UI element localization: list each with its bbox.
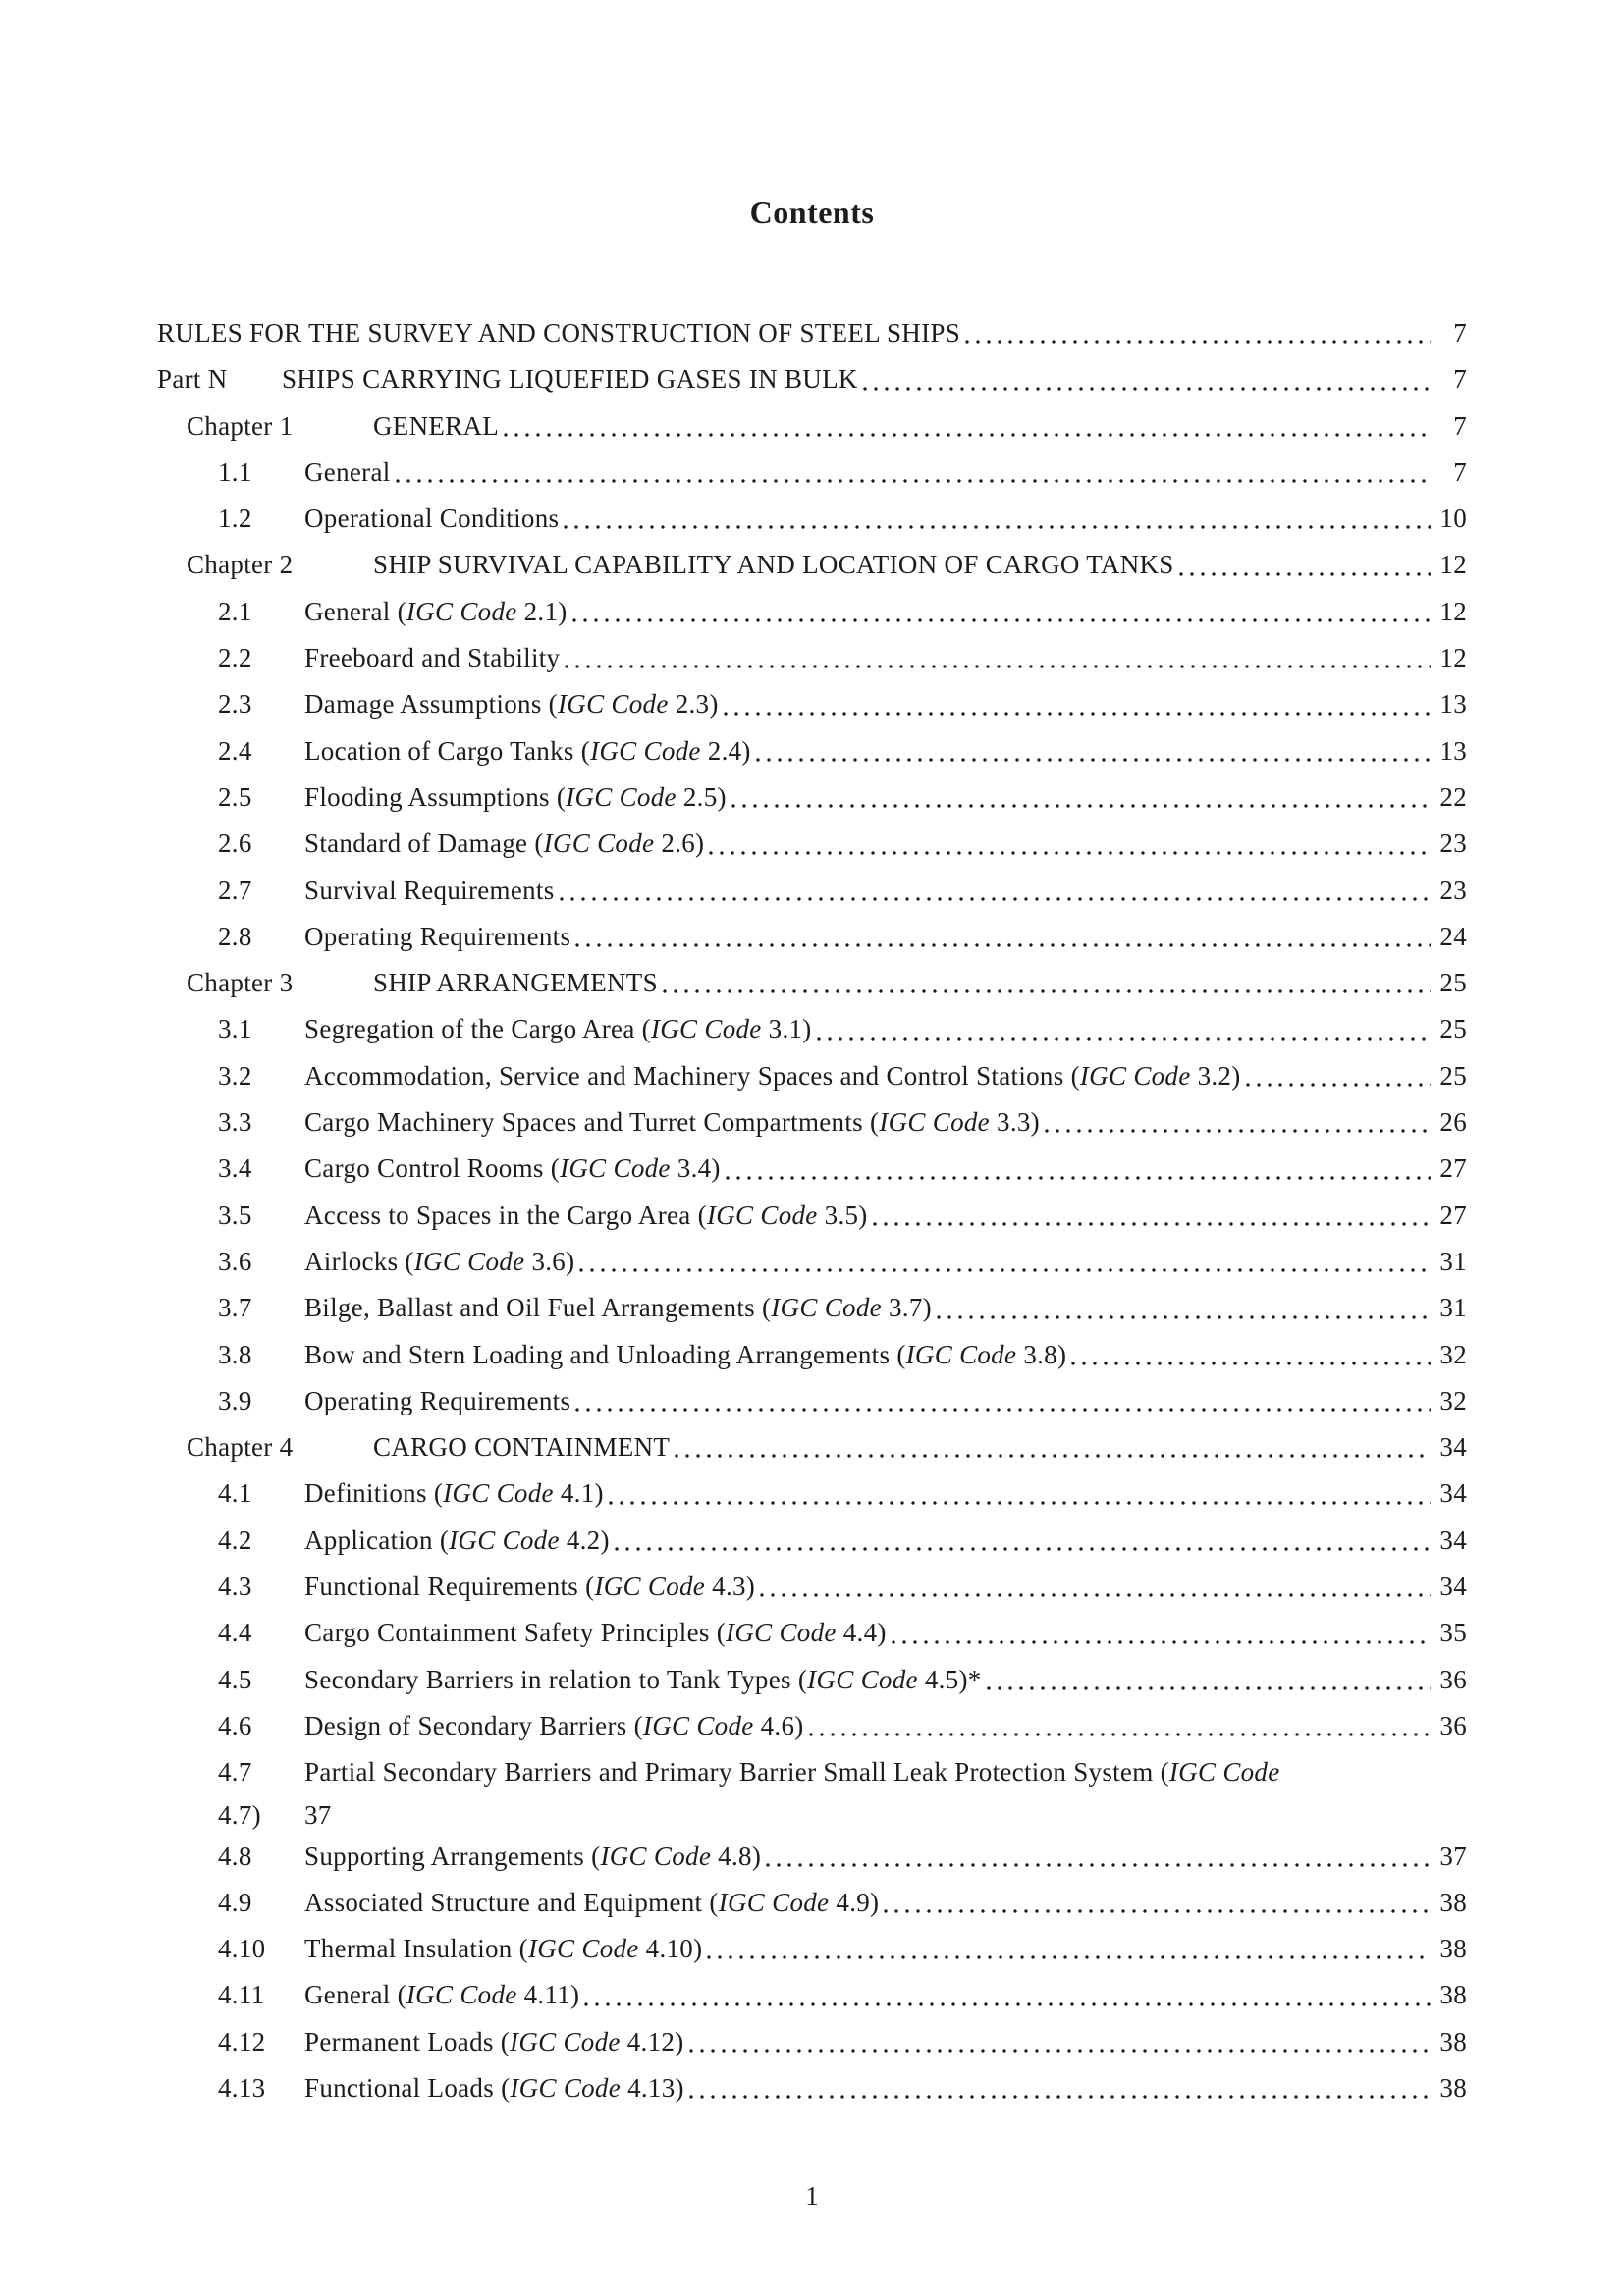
toc-entry-page: 12	[1439, 550, 1467, 580]
dot-leader	[565, 665, 1431, 668]
toc-entry-page: 25	[1439, 1060, 1467, 1091]
dot-leader	[615, 1547, 1431, 1551]
toc-entry	[157, 1834, 1467, 1880]
toc-entry-title: Cargo Control Rooms (IGC Code 3.4)	[304, 1153, 721, 1184]
toc-entry-page: 25	[1439, 1014, 1467, 1044]
dot-leader	[689, 2095, 1431, 2099]
toc-entry	[157, 1610, 1467, 1656]
toc-entry	[157, 1518, 1467, 1564]
toc-entry-page: 12	[1439, 596, 1467, 626]
dot-leader	[675, 1454, 1431, 1458]
toc-entry-title: Cargo Machinery Spaces and Turret Compartments (IGC Code 3.3)	[304, 1107, 1040, 1138]
dot-leader	[884, 1909, 1431, 1913]
dot-leader	[579, 1268, 1431, 1272]
toc-entry-page: 13	[1439, 689, 1467, 720]
toc-entry	[157, 1564, 1467, 1610]
table-of-contents	[157, 310, 1467, 2111]
toc-entry-title: Standard of Damage (IGC Code 2.6)	[304, 828, 705, 859]
toc-entry	[157, 1749, 1467, 1795]
toc-entry-number: 3.6	[218, 1246, 252, 1276]
toc-entry-number: 2.5	[218, 781, 252, 812]
dot-leader	[724, 712, 1431, 716]
toc-entry	[157, 1193, 1467, 1239]
toc-entry-number: 4.7	[218, 1757, 252, 1788]
dot-leader	[689, 2049, 1432, 2053]
toc-entry-number: 2.6	[218, 828, 252, 859]
toc-entry-page: 12	[1439, 643, 1467, 673]
toc-entry-page: 34	[1439, 1478, 1467, 1509]
toc-entry	[157, 2065, 1467, 2111]
toc-entry	[157, 1146, 1467, 1192]
toc-entry-title: Supporting Arrangements (IGC Code 4.8)	[304, 1841, 762, 1871]
toc-entry-number: 4.2	[218, 1524, 252, 1555]
toc-entry-number: 4.10	[218, 1934, 266, 1964]
toc-entry-title: Application (IGC Code 4.2)	[304, 1524, 610, 1555]
toc-entry-page: 23	[1439, 828, 1467, 859]
toc-entry-page: 38	[1439, 1980, 1467, 2010]
dot-leader	[1045, 1129, 1431, 1133]
toc-entry-title: Operational Conditions	[304, 504, 560, 534]
toc-entry-page: 38	[1439, 1934, 1467, 1964]
dot-leader	[731, 804, 1431, 808]
dot-leader	[709, 851, 1431, 855]
toc-entry-page: 27	[1439, 1200, 1467, 1230]
dot-leader	[873, 1222, 1431, 1226]
dot-leader	[766, 1863, 1431, 1867]
toc-entry-title: Operating Requirements	[304, 1385, 571, 1415]
dot-leader	[663, 989, 1431, 993]
toc-entry	[157, 1796, 1467, 1834]
dot-leader	[575, 1408, 1431, 1412]
toc-entry-title: Damage Assumptions (IGC Code 2.3)	[304, 689, 719, 720]
toc-entry-page: 37	[1439, 1841, 1467, 1871]
toc-entry-number: 3.1	[218, 1014, 252, 1044]
dot-leader	[572, 618, 1431, 622]
toc-entry-title: Bow and Stern Loading and Unloading Arrangements (IGC Code 3.8)	[304, 1339, 1067, 1369]
dot-leader	[1179, 572, 1431, 576]
toc-entry-number: 2.2	[218, 643, 252, 673]
toc-entry-title: Location of Cargo Tanks (IGC Code 2.4)	[304, 735, 751, 766]
dot-leader	[504, 433, 1431, 437]
toc-entry-title: Associated Structure and Equipment (IGC Code 4.9)	[304, 1887, 880, 1917]
toc-entry-title: Functional Loads (IGC Code 4.13)	[304, 2072, 684, 2103]
toc-entry-title: Bilge, Ballast and Oil Fuel Arrangements (IGC Code 3.7)	[304, 1293, 932, 1323]
dot-leader	[560, 897, 1431, 901]
toc-entry-title: Functional Requirements (IGC Code 4.3)	[304, 1572, 756, 1602]
toc-entry-title: Partial Secondary Barriers and Primary Barrier Small Leak Protection System (IGC Code	[304, 1757, 1280, 1788]
page-title: Contents	[749, 194, 875, 230]
toc-entry-title: Cargo Containment Safety Principles (IGC Code 4.4)	[304, 1618, 887, 1648]
toc-entry-number: 4.4	[218, 1618, 252, 1648]
toc-entry-page: 13	[1439, 735, 1467, 766]
toc-entry	[157, 450, 1467, 496]
toc-entry-page: 10	[1439, 504, 1467, 534]
toc-entry-title: General	[304, 456, 391, 487]
toc-entry	[157, 1657, 1467, 1703]
toc-entry-title: Freeboard and Stability	[304, 643, 561, 673]
footer-page-number: 1	[805, 2181, 819, 2211]
toc-entry-page: 35	[1439, 1618, 1467, 1648]
toc-entry-number: 3.9	[218, 1385, 252, 1415]
toc-entry-number: 3.4	[218, 1153, 252, 1184]
toc-entry	[157, 1470, 1467, 1517]
toc-entry	[157, 1424, 1467, 1470]
toc-entry	[157, 821, 1467, 867]
toc-entry-number: Chapter 4	[187, 1432, 294, 1463]
toc-entry-title: CARGO CONTAINMENT	[373, 1432, 671, 1463]
toc-entry-title: GENERAL	[373, 410, 500, 441]
toc-entry	[157, 868, 1467, 914]
toc-entry-number: Chapter 2	[187, 550, 294, 580]
toc-entry-title: Segregation of the Cargo Area (IGC Code 3.1)	[304, 1014, 812, 1044]
toc-entry-number: Chapter 1	[187, 410, 294, 441]
toc-entry	[157, 681, 1467, 727]
toc-entry-number: 2.1	[218, 596, 252, 626]
dot-leader	[965, 340, 1431, 344]
toc-entry-title: RULES FOR THE SURVEY AND CONSTRUCTION OF STEEL SHIPS	[157, 318, 961, 347]
toc-entry-title: Survival Requirements	[304, 875, 555, 905]
toc-entry-title: Airlocks (IGC Code 3.6)	[304, 1246, 575, 1276]
toc-entry-number: 4.5	[218, 1664, 252, 1694]
toc-entry-page: 31	[1439, 1246, 1467, 1276]
toc-entry-page: 34	[1439, 1572, 1467, 1602]
toc-entry-number: 3.8	[218, 1339, 252, 1369]
dot-leader	[584, 2002, 1431, 2006]
toc-entry-number: 4.13	[218, 2072, 266, 2103]
toc-entry-title: Permanent Loads (IGC Code 4.12)	[304, 2026, 684, 2056]
toc-entry	[157, 2019, 1467, 2065]
toc-entry-number: 3.7	[218, 1293, 252, 1323]
toc-entry-page: 24	[1439, 921, 1467, 951]
toc-entry-number: 2.4	[218, 735, 252, 766]
toc-entry-title: Definitions (IGC Code 4.1)	[304, 1478, 604, 1509]
toc-entry-number: 3.2	[218, 1060, 252, 1091]
dot-leader	[1071, 1362, 1431, 1365]
toc-entry-page: 36	[1439, 1664, 1467, 1694]
dot-leader	[937, 1315, 1431, 1319]
toc-entry	[157, 310, 1467, 356]
toc-entry-number: 4.11	[218, 1980, 265, 2010]
toc-entry	[157, 1926, 1467, 1972]
toc-entry-number: 2.7	[218, 875, 252, 905]
toc-entry-number: 3.5	[218, 1200, 252, 1230]
toc-entry	[157, 1332, 1467, 1378]
toc-entry-number: 4.6	[218, 1710, 252, 1740]
toc-entry-page: 7	[1453, 318, 1467, 347]
toc-entry-page: 36	[1439, 1710, 1467, 1740]
toc-entry-title: Operating Requirements	[304, 921, 571, 951]
toc-entry	[157, 1880, 1467, 1926]
dot-leader	[987, 1686, 1431, 1690]
toc-entry-number: Chapter 3	[187, 968, 294, 998]
toc-entry-page: 32	[1439, 1385, 1467, 1415]
toc-entry	[157, 1053, 1467, 1099]
toc-entry	[157, 1972, 1467, 2018]
toc-entry	[157, 635, 1467, 681]
toc-entry-page: 7	[1453, 410, 1467, 441]
toc-entry-title: SHIP ARRANGEMENTS	[373, 968, 658, 998]
dot-leader	[809, 1733, 1431, 1736]
toc-entry	[157, 1006, 1467, 1052]
dot-leader	[564, 525, 1431, 529]
toc-entry	[157, 960, 1467, 1006]
dot-leader	[756, 758, 1431, 762]
dot-leader	[1246, 1083, 1431, 1087]
dot-leader	[863, 387, 1431, 391]
toc-entry	[157, 1378, 1467, 1424]
dot-leader	[817, 1037, 1431, 1041]
toc-entry-page: 7	[1453, 364, 1467, 395]
toc-entry-page: 34	[1439, 1432, 1467, 1463]
toc-entry-page: 27	[1439, 1153, 1467, 1184]
toc-entry-number: 1.1	[218, 456, 252, 487]
dot-leader	[892, 1640, 1431, 1644]
toc-entry-page: 34	[1439, 1524, 1467, 1555]
toc-entry	[157, 403, 1467, 450]
toc-entry-page: 7	[1453, 456, 1467, 487]
dot-leader	[575, 943, 1431, 947]
toc-entry-number: 1.2	[218, 504, 252, 534]
dot-leader	[396, 479, 1431, 483]
toc-entry	[157, 1099, 1467, 1146]
toc-entry-title: General (IGC Code 2.1)	[304, 596, 568, 626]
toc-entry-page: 38	[1439, 2072, 1467, 2103]
toc-entry-number: 4.3	[218, 1572, 252, 1602]
toc-entry-number: Part N	[157, 364, 228, 395]
toc-entry-title: Secondary Barriers in relation to Tank Types (IGC Code 4.5)*	[304, 1664, 982, 1694]
toc-entry	[157, 1239, 1467, 1285]
dot-leader	[726, 1176, 1431, 1180]
toc-entry	[157, 1703, 1467, 1749]
toc-entry-number: 4.12	[218, 2026, 266, 2056]
toc-entry-page: 25	[1439, 968, 1467, 998]
toc-entry-page: 38	[1439, 2026, 1467, 2056]
toc-entry-page: 26	[1439, 1107, 1467, 1138]
toc-entry	[157, 774, 1467, 821]
toc-entry-title: Access to Spaces in the Cargo Area (IGC Code 3.5)	[304, 1200, 868, 1230]
toc-entry-title: SHIP SURVIVAL CAPABILITY AND LOCATION OF CARGO TANKS	[373, 550, 1174, 580]
toc-entry-title: 37	[304, 1799, 332, 1830]
toc-entry-title: Flooding Assumptions (IGC Code 2.5)	[304, 781, 727, 812]
dot-leader	[760, 1593, 1431, 1597]
toc-entry	[157, 914, 1467, 960]
toc-entry-page: 22	[1439, 781, 1467, 812]
toc-entry-page: 32	[1439, 1339, 1467, 1369]
toc-entry-page: 23	[1439, 875, 1467, 905]
dot-leader	[707, 1955, 1431, 1959]
toc-entry-page: 31	[1439, 1293, 1467, 1323]
dot-leader	[609, 1501, 1431, 1505]
toc-entry-number: 2.8	[218, 921, 252, 951]
toc-entry-number: 4.7)	[218, 1799, 261, 1830]
toc-entry-title: Design of Secondary Barriers (IGC Code 4.6)	[304, 1710, 804, 1740]
toc-entry-title: Thermal Insulation (IGC Code 4.10)	[304, 1934, 703, 1964]
toc-entry-page: 38	[1439, 1887, 1467, 1917]
toc-entry-number: 4.9	[218, 1887, 252, 1917]
toc-entry	[157, 542, 1467, 588]
toc-entry	[157, 728, 1467, 774]
toc-entry-number: 3.3	[218, 1107, 252, 1138]
toc-entry-number: 4.1	[218, 1478, 252, 1509]
toc-entry	[157, 589, 1467, 635]
toc-entry-title: General (IGC Code 4.11)	[304, 1980, 580, 2010]
toc-entry-number: 2.3	[218, 689, 252, 720]
toc-entry-title: Accommodation, Service and Machinery Spaces and Control Stations (IGC Code 3.2)	[304, 1060, 1241, 1091]
toc-entry	[157, 496, 1467, 542]
toc-entry-number: 4.8	[218, 1841, 252, 1871]
toc-entry	[157, 356, 1467, 402]
toc-entry-title: SHIPS CARRYING LIQUEFIED GASES IN BULK	[282, 364, 858, 395]
toc-entry	[157, 1285, 1467, 1331]
